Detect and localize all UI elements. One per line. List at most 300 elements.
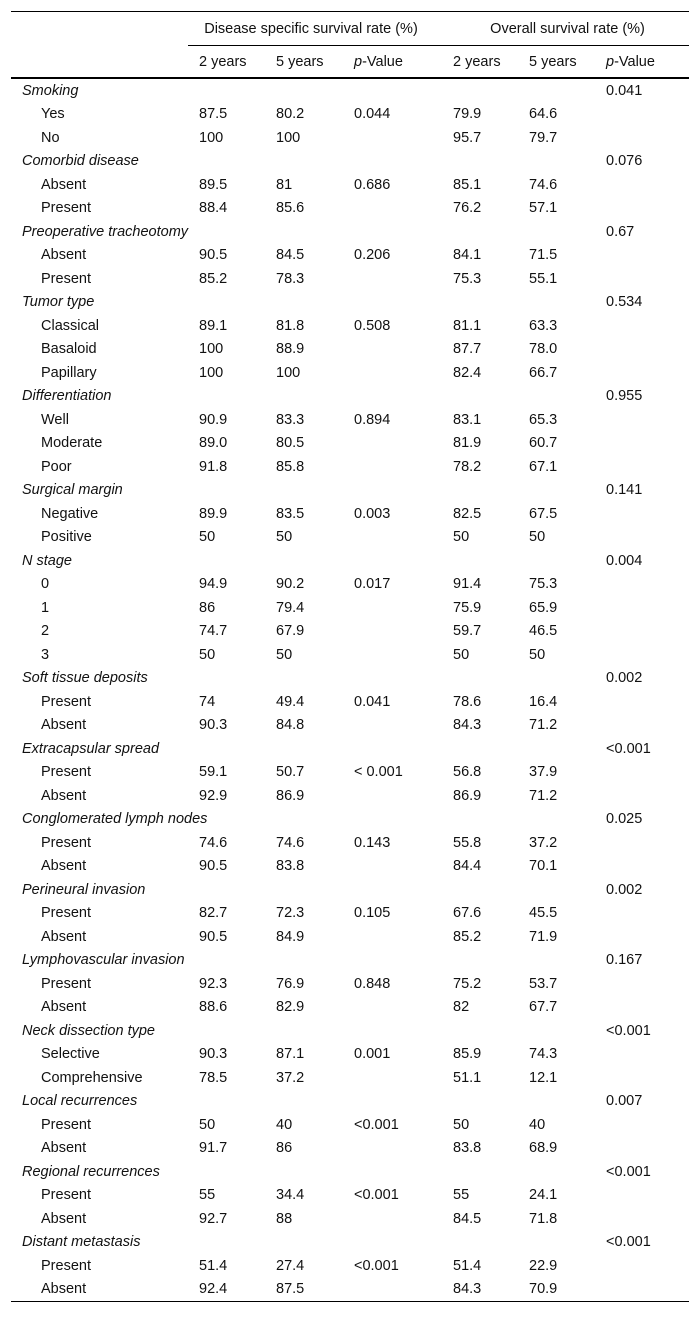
cell-dss-2y bbox=[188, 479, 265, 503]
row-label: Present bbox=[41, 1257, 91, 1274]
category-row bbox=[11, 385, 689, 409]
cell-os-5y: 67.1 bbox=[529, 458, 558, 475]
cell-dss-p bbox=[343, 549, 442, 573]
cell-dss-2y bbox=[188, 385, 265, 409]
category-row bbox=[11, 878, 689, 902]
cell-dss-p bbox=[343, 1090, 442, 1114]
category-row bbox=[11, 1160, 689, 1184]
row-label: Poor bbox=[41, 458, 72, 475]
cell-dss-p: 0.508 bbox=[354, 317, 391, 334]
cell-os-2y: 51.4 bbox=[453, 1257, 482, 1274]
cell-dss-5y bbox=[265, 1019, 343, 1043]
row-label: Present bbox=[41, 905, 91, 922]
cell-os-2y bbox=[442, 667, 518, 691]
table-row bbox=[11, 267, 689, 291]
cell-dss-2y bbox=[188, 220, 265, 244]
cell-os-2y: 75.2 bbox=[453, 975, 482, 992]
cell-os-5y: 70.9 bbox=[518, 1278, 595, 1302]
category-label: Surgical margin bbox=[22, 482, 123, 499]
cell-os-p bbox=[595, 173, 689, 197]
cell-dss-5y: 87.5 bbox=[265, 1278, 343, 1302]
cell-os-p: <0.001 bbox=[606, 1022, 651, 1039]
row-label: Absent bbox=[11, 1278, 188, 1302]
table-row bbox=[11, 596, 689, 620]
cell-os-2y: 50 bbox=[453, 646, 470, 663]
table-row bbox=[11, 408, 689, 432]
category-row bbox=[11, 737, 689, 761]
table-row bbox=[11, 1066, 689, 1090]
cell-dss-5y: 67.9 bbox=[276, 623, 305, 640]
category-label: Lymphovascular invasion bbox=[22, 952, 185, 969]
cell-os-2y bbox=[442, 1019, 518, 1043]
cell-dss-p bbox=[343, 78, 442, 103]
cell-os-5y: 74.3 bbox=[529, 1046, 558, 1063]
cell-os-5y bbox=[518, 291, 595, 315]
cell-os-2y: 75.3 bbox=[453, 270, 482, 287]
cell-os-2y bbox=[442, 878, 518, 902]
cell-os-2y: 78.6 bbox=[453, 693, 482, 710]
row-label: Basaloid bbox=[41, 341, 97, 358]
row-label: Present bbox=[41, 834, 91, 851]
cell-os-2y bbox=[442, 949, 518, 973]
cell-os-2y bbox=[442, 1160, 518, 1184]
row-label: Classical bbox=[41, 317, 100, 334]
cell-dss-2y: 94.9 bbox=[199, 576, 228, 593]
cell-dss-5y: 50.7 bbox=[276, 764, 305, 781]
cell-os-2y: 55.8 bbox=[453, 834, 482, 851]
table-row bbox=[11, 925, 689, 949]
table-row bbox=[11, 455, 689, 479]
cell-dss-5y: 90.2 bbox=[276, 576, 305, 593]
cell-dss-2y: 59.1 bbox=[199, 764, 228, 781]
p-value-suffix: -Value bbox=[614, 53, 655, 70]
cell-dss-2y bbox=[188, 78, 265, 103]
cell-os-p bbox=[595, 1207, 689, 1231]
cell-os-5y bbox=[518, 78, 595, 103]
cell-os-5y: 50 bbox=[529, 646, 546, 663]
cell-os-5y: 70.1 bbox=[529, 858, 558, 875]
cell-os-5y: 67.5 bbox=[529, 505, 558, 522]
cell-os-p: 0.534 bbox=[606, 294, 643, 311]
cell-os-p: 0.076 bbox=[606, 153, 643, 170]
cell-os-5y bbox=[518, 808, 595, 832]
cell-dss-2y bbox=[188, 737, 265, 761]
table-row bbox=[11, 361, 689, 385]
category-label: Tumor type bbox=[22, 294, 95, 311]
cell-dss-2y bbox=[188, 949, 265, 973]
cell-dss-5y bbox=[265, 1160, 343, 1184]
row-label: Present bbox=[41, 693, 91, 710]
cell-dss-5y bbox=[265, 78, 343, 103]
cell-dss-2y: 92.9 bbox=[199, 787, 228, 804]
cell-dss-2y bbox=[188, 1160, 265, 1184]
cell-os-2y bbox=[442, 78, 518, 103]
table-row bbox=[11, 1113, 689, 1137]
cell-dss-5y: 100 bbox=[276, 129, 301, 146]
cell-os-5y: 71.8 bbox=[529, 1210, 558, 1227]
cell-dss-2y bbox=[188, 150, 265, 174]
row-label: Present bbox=[41, 1187, 91, 1204]
row-label: Moderate bbox=[41, 435, 103, 452]
cell-dss-2y bbox=[188, 667, 265, 691]
cell-dss-5y: 85.6 bbox=[276, 200, 305, 217]
row-label: Absent bbox=[41, 1140, 87, 1157]
header-dss-5-years: 5 years bbox=[265, 46, 343, 79]
cell-os-5y: 16.4 bbox=[529, 693, 558, 710]
cell-os-p bbox=[595, 784, 689, 808]
cell-dss-2y: 74.6 bbox=[199, 834, 228, 851]
row-label: Absent bbox=[41, 717, 87, 734]
cell-os-2y: 51.1 bbox=[453, 1069, 482, 1086]
cell-os-2y bbox=[442, 737, 518, 761]
cell-os-p: 0.041 bbox=[606, 82, 643, 99]
category-label: Differentiation bbox=[22, 388, 112, 405]
row-label: No bbox=[41, 129, 60, 146]
row-label: Negative bbox=[41, 505, 99, 522]
cell-os-2y: 78.2 bbox=[453, 458, 482, 475]
table-row bbox=[11, 314, 689, 338]
cell-dss-5y bbox=[265, 549, 343, 573]
cell-os-2y: 84.3 bbox=[442, 1278, 518, 1302]
cell-dss-5y: 34.4 bbox=[276, 1187, 305, 1204]
cell-os-5y: 24.1 bbox=[529, 1187, 558, 1204]
cell-os-p bbox=[595, 620, 689, 644]
cell-os-5y: 75.3 bbox=[529, 576, 558, 593]
cell-os-2y bbox=[442, 549, 518, 573]
cell-dss-p bbox=[343, 1231, 442, 1255]
cell-os-p: 0.007 bbox=[606, 1093, 643, 1110]
header-corner bbox=[11, 12, 188, 46]
cell-os-5y: 45.5 bbox=[529, 905, 558, 922]
cell-os-p bbox=[595, 996, 689, 1020]
cell-os-5y: 37.9 bbox=[529, 764, 558, 781]
cell-dss-p bbox=[343, 220, 442, 244]
cell-dss-2y: 89.0 bbox=[199, 435, 228, 452]
cell-dss-2y: 82.7 bbox=[199, 905, 228, 922]
table-row bbox=[11, 244, 689, 268]
cell-os-2y: 83.1 bbox=[453, 411, 482, 428]
cell-os-5y bbox=[518, 220, 595, 244]
cell-dss-p bbox=[343, 455, 442, 479]
row-label: Present bbox=[41, 200, 91, 217]
cell-os-p bbox=[595, 502, 689, 526]
cell-os-5y bbox=[518, 1160, 595, 1184]
header-dss-2-years: 2 years bbox=[188, 46, 265, 79]
cell-os-5y: 79.7 bbox=[529, 129, 558, 146]
cell-dss-p bbox=[343, 643, 442, 667]
cell-os-5y: 71.5 bbox=[529, 247, 558, 264]
table-row bbox=[11, 573, 689, 597]
category-row bbox=[11, 220, 689, 244]
cell-dss-2y: 92.7 bbox=[199, 1210, 228, 1227]
cell-os-p bbox=[595, 1137, 689, 1161]
cell-dss-p: < 0.001 bbox=[354, 764, 403, 781]
p-value-suffix: -Value bbox=[362, 53, 403, 70]
cell-os-2y: 56.8 bbox=[453, 764, 482, 781]
cell-dss-2y: 88.4 bbox=[199, 200, 228, 217]
cell-os-p: 0.025 bbox=[606, 811, 643, 828]
cell-os-2y: 81.9 bbox=[453, 435, 482, 452]
cell-dss-p bbox=[343, 126, 442, 150]
cell-dss-2y: 87.5 bbox=[199, 106, 228, 123]
cell-dss-p bbox=[343, 878, 442, 902]
cell-dss-5y: 80.2 bbox=[276, 106, 305, 123]
cell-dss-p bbox=[343, 197, 442, 221]
cell-os-2y: 79.9 bbox=[453, 106, 482, 123]
cell-os-5y bbox=[518, 150, 595, 174]
table-row bbox=[11, 643, 689, 667]
cell-dss-p: 0.041 bbox=[354, 693, 391, 710]
row-label: Yes bbox=[41, 106, 65, 123]
table-row bbox=[11, 690, 689, 714]
cell-dss-5y: 50 bbox=[276, 529, 293, 546]
cell-dss-5y: 76.9 bbox=[276, 975, 305, 992]
cell-os-5y bbox=[518, 1090, 595, 1114]
cell-os-p bbox=[595, 126, 689, 150]
cell-os-2y bbox=[442, 291, 518, 315]
category-row bbox=[11, 291, 689, 315]
category-row bbox=[11, 150, 689, 174]
cell-os-p bbox=[595, 361, 689, 385]
category-label: N stage bbox=[22, 552, 72, 569]
cell-dss-2y: 90.3 bbox=[199, 717, 228, 734]
cell-os-2y: 86.9 bbox=[453, 787, 482, 804]
cell-os-5y: 71.2 bbox=[529, 717, 558, 734]
cell-os-2y: 50 bbox=[453, 529, 470, 546]
cell-dss-5y: 84.5 bbox=[276, 247, 305, 264]
cell-os-5y: 64.6 bbox=[529, 106, 558, 123]
cell-dss-5y: 86 bbox=[276, 1140, 293, 1157]
table-row bbox=[11, 902, 689, 926]
cell-dss-2y: 50 bbox=[199, 646, 216, 663]
cell-dss-5y bbox=[265, 737, 343, 761]
cell-dss-2y: 92.4 bbox=[188, 1278, 265, 1302]
cell-os-p bbox=[595, 1113, 689, 1137]
cell-dss-5y bbox=[265, 479, 343, 503]
cell-dss-p bbox=[343, 291, 442, 315]
cell-dss-5y bbox=[265, 220, 343, 244]
cell-dss-p: 0.143 bbox=[354, 834, 391, 851]
cell-os-2y: 85.2 bbox=[453, 928, 482, 945]
cell-dss-p bbox=[343, 620, 442, 644]
cell-os-5y: 57.1 bbox=[529, 200, 558, 217]
cell-os-p bbox=[595, 643, 689, 667]
cell-dss-5y: 81.8 bbox=[276, 317, 305, 334]
cell-os-2y: 91.4 bbox=[453, 576, 482, 593]
cell-dss-5y bbox=[265, 385, 343, 409]
cell-dss-p bbox=[343, 596, 442, 620]
cell-os-5y: 67.7 bbox=[529, 999, 558, 1016]
cell-os-5y: 71.2 bbox=[529, 787, 558, 804]
cell-os-2y: 59.7 bbox=[453, 623, 482, 640]
cell-os-2y: 81.1 bbox=[453, 317, 482, 334]
cell-dss-p: 0.044 bbox=[354, 106, 391, 123]
table-row bbox=[11, 197, 689, 221]
cell-os-p: 0.67 bbox=[606, 223, 635, 240]
table-row bbox=[11, 714, 689, 738]
cell-dss-p bbox=[343, 1019, 442, 1043]
cell-os-5y bbox=[518, 878, 595, 902]
category-row bbox=[11, 1090, 689, 1114]
cell-os-5y: 53.7 bbox=[529, 975, 558, 992]
cell-os-5y bbox=[518, 479, 595, 503]
category-row bbox=[11, 667, 689, 691]
cell-os-2y: 82.5 bbox=[453, 505, 482, 522]
cell-dss-2y: 74.7 bbox=[199, 623, 228, 640]
category-label: Extracapsular spread bbox=[22, 740, 160, 757]
category-row bbox=[11, 1019, 689, 1043]
table-row bbox=[11, 338, 689, 362]
cell-dss-p: 0.001 bbox=[354, 1046, 391, 1063]
table-row bbox=[11, 173, 689, 197]
cell-os-2y: 84.5 bbox=[453, 1210, 482, 1227]
cell-dss-5y bbox=[265, 949, 343, 973]
cell-dss-5y: 81 bbox=[276, 176, 293, 193]
cell-dss-5y: 79.4 bbox=[276, 599, 305, 616]
cell-os-p bbox=[595, 244, 689, 268]
cell-os-2y: 50 bbox=[453, 1116, 470, 1133]
cell-dss-2y: 100 bbox=[199, 341, 224, 358]
cell-dss-5y: 78.3 bbox=[276, 270, 305, 287]
row-label: Absent bbox=[41, 787, 87, 804]
table-row bbox=[11, 1207, 689, 1231]
table-row bbox=[11, 526, 689, 550]
cell-os-p bbox=[595, 972, 689, 996]
cell-dss-p: 0.017 bbox=[354, 576, 391, 593]
table-row bbox=[11, 831, 689, 855]
cell-os-p bbox=[595, 690, 689, 714]
table-row bbox=[11, 1137, 689, 1161]
cell-os-2y bbox=[442, 385, 518, 409]
cell-dss-p bbox=[343, 949, 442, 973]
cell-dss-2y bbox=[188, 1090, 265, 1114]
cell-os-p bbox=[595, 573, 689, 597]
cell-dss-5y: 72.3 bbox=[276, 905, 305, 922]
cell-dss-2y: 100 bbox=[199, 129, 224, 146]
category-label: Preoperative tracheotomy bbox=[22, 223, 189, 240]
row-label: Absent bbox=[41, 247, 87, 264]
cell-os-5y: 66.7 bbox=[529, 364, 558, 381]
cell-dss-5y: 49.4 bbox=[276, 693, 305, 710]
cell-dss-p bbox=[343, 1207, 442, 1231]
cell-os-p: 0.002 bbox=[606, 881, 643, 898]
cell-dss-2y bbox=[188, 549, 265, 573]
category-label: Soft tissue deposits bbox=[22, 670, 148, 687]
cell-os-2y: 84.3 bbox=[453, 717, 482, 734]
cell-dss-2y: 90.9 bbox=[199, 411, 228, 428]
cell-dss-p: 0.206 bbox=[354, 247, 391, 264]
cell-os-2y bbox=[442, 150, 518, 174]
cell-os-5y bbox=[518, 737, 595, 761]
cell-dss-p bbox=[343, 855, 442, 879]
cell-dss-5y bbox=[265, 1231, 343, 1255]
cell-os-5y: 50 bbox=[529, 529, 546, 546]
cell-os-5y: 55.1 bbox=[529, 270, 558, 287]
cell-os-2y: 95.7 bbox=[453, 129, 482, 146]
cell-os-2y bbox=[442, 479, 518, 503]
cell-dss-p bbox=[343, 784, 442, 808]
cell-dss-2y: 89.1 bbox=[199, 317, 228, 334]
cell-dss-2y: 51.4 bbox=[199, 1257, 228, 1274]
cell-os-2y: 55 bbox=[453, 1187, 470, 1204]
cell-os-5y bbox=[518, 1231, 595, 1255]
cell-dss-p bbox=[343, 150, 442, 174]
cell-os-p bbox=[595, 714, 689, 738]
survival-table bbox=[11, 11, 689, 1302]
cell-os-p: <0.001 bbox=[606, 1163, 651, 1180]
cell-dss-p: 0.003 bbox=[354, 505, 391, 522]
cell-os-5y: 65.9 bbox=[529, 599, 558, 616]
cell-os-p bbox=[595, 1184, 689, 1208]
cell-dss-p: <0.001 bbox=[354, 1187, 399, 1204]
category-row bbox=[11, 1231, 689, 1255]
cell-dss-2y: 90.5 bbox=[199, 858, 228, 875]
category-label: Comorbid disease bbox=[22, 153, 139, 170]
cell-os-5y bbox=[518, 667, 595, 691]
table-row bbox=[11, 1254, 689, 1278]
header-group-disease-specific: Disease specific survival rate (%) bbox=[188, 12, 442, 46]
cell-os-5y: 37.2 bbox=[529, 834, 558, 851]
row-label: Papillary bbox=[41, 364, 97, 381]
cell-os-5y bbox=[518, 549, 595, 573]
cell-os-p: 0.141 bbox=[606, 482, 643, 499]
cell-os-p: 0.002 bbox=[606, 670, 643, 687]
cell-dss-p bbox=[343, 385, 442, 409]
table-row bbox=[11, 502, 689, 526]
cell-dss-p: 0.848 bbox=[354, 975, 391, 992]
cell-dss-2y bbox=[188, 291, 265, 315]
row-label: 1 bbox=[41, 599, 50, 616]
cell-os-5y bbox=[518, 1019, 595, 1043]
row-label: Well bbox=[41, 411, 69, 428]
cell-os-p bbox=[595, 1278, 689, 1302]
cell-os-p bbox=[595, 1043, 689, 1067]
row-label: Positive bbox=[41, 529, 92, 546]
cell-dss-p bbox=[343, 737, 442, 761]
cell-os-2y bbox=[442, 1231, 518, 1255]
cell-os-p bbox=[595, 408, 689, 432]
cell-dss-5y bbox=[265, 291, 343, 315]
row-label: 0 bbox=[41, 576, 50, 593]
table-row bbox=[11, 1043, 689, 1067]
cell-dss-5y: 27.4 bbox=[276, 1257, 305, 1274]
cell-os-p bbox=[595, 526, 689, 550]
cell-dss-p bbox=[343, 267, 442, 291]
cell-dss-5y: 86.9 bbox=[276, 787, 305, 804]
category-label: Neck dissection type bbox=[22, 1022, 155, 1039]
cell-os-p bbox=[595, 338, 689, 362]
cell-dss-5y: 37.2 bbox=[276, 1069, 305, 1086]
cell-dss-2y: 90.3 bbox=[199, 1046, 228, 1063]
table-row bbox=[11, 432, 689, 456]
cell-dss-2y bbox=[188, 878, 265, 902]
cell-os-p bbox=[595, 902, 689, 926]
cell-dss-p bbox=[343, 996, 442, 1020]
cell-dss-p: 0.686 bbox=[354, 176, 391, 193]
cell-os-p: <0.001 bbox=[606, 1234, 651, 1251]
cell-os-5y bbox=[518, 949, 595, 973]
cell-dss-2y bbox=[188, 1019, 265, 1043]
header-os-5-years: 5 years bbox=[518, 46, 595, 79]
category-row bbox=[11, 949, 689, 973]
cell-dss-2y: 86 bbox=[199, 599, 216, 616]
cell-dss-p: 0.894 bbox=[354, 411, 391, 428]
cell-os-2y: 83.8 bbox=[453, 1140, 482, 1157]
cell-dss-2y: 88.6 bbox=[199, 999, 228, 1016]
cell-dss-5y bbox=[265, 150, 343, 174]
cell-dss-2y: 89.5 bbox=[199, 176, 228, 193]
cell-os-2y: 84.1 bbox=[453, 247, 482, 264]
